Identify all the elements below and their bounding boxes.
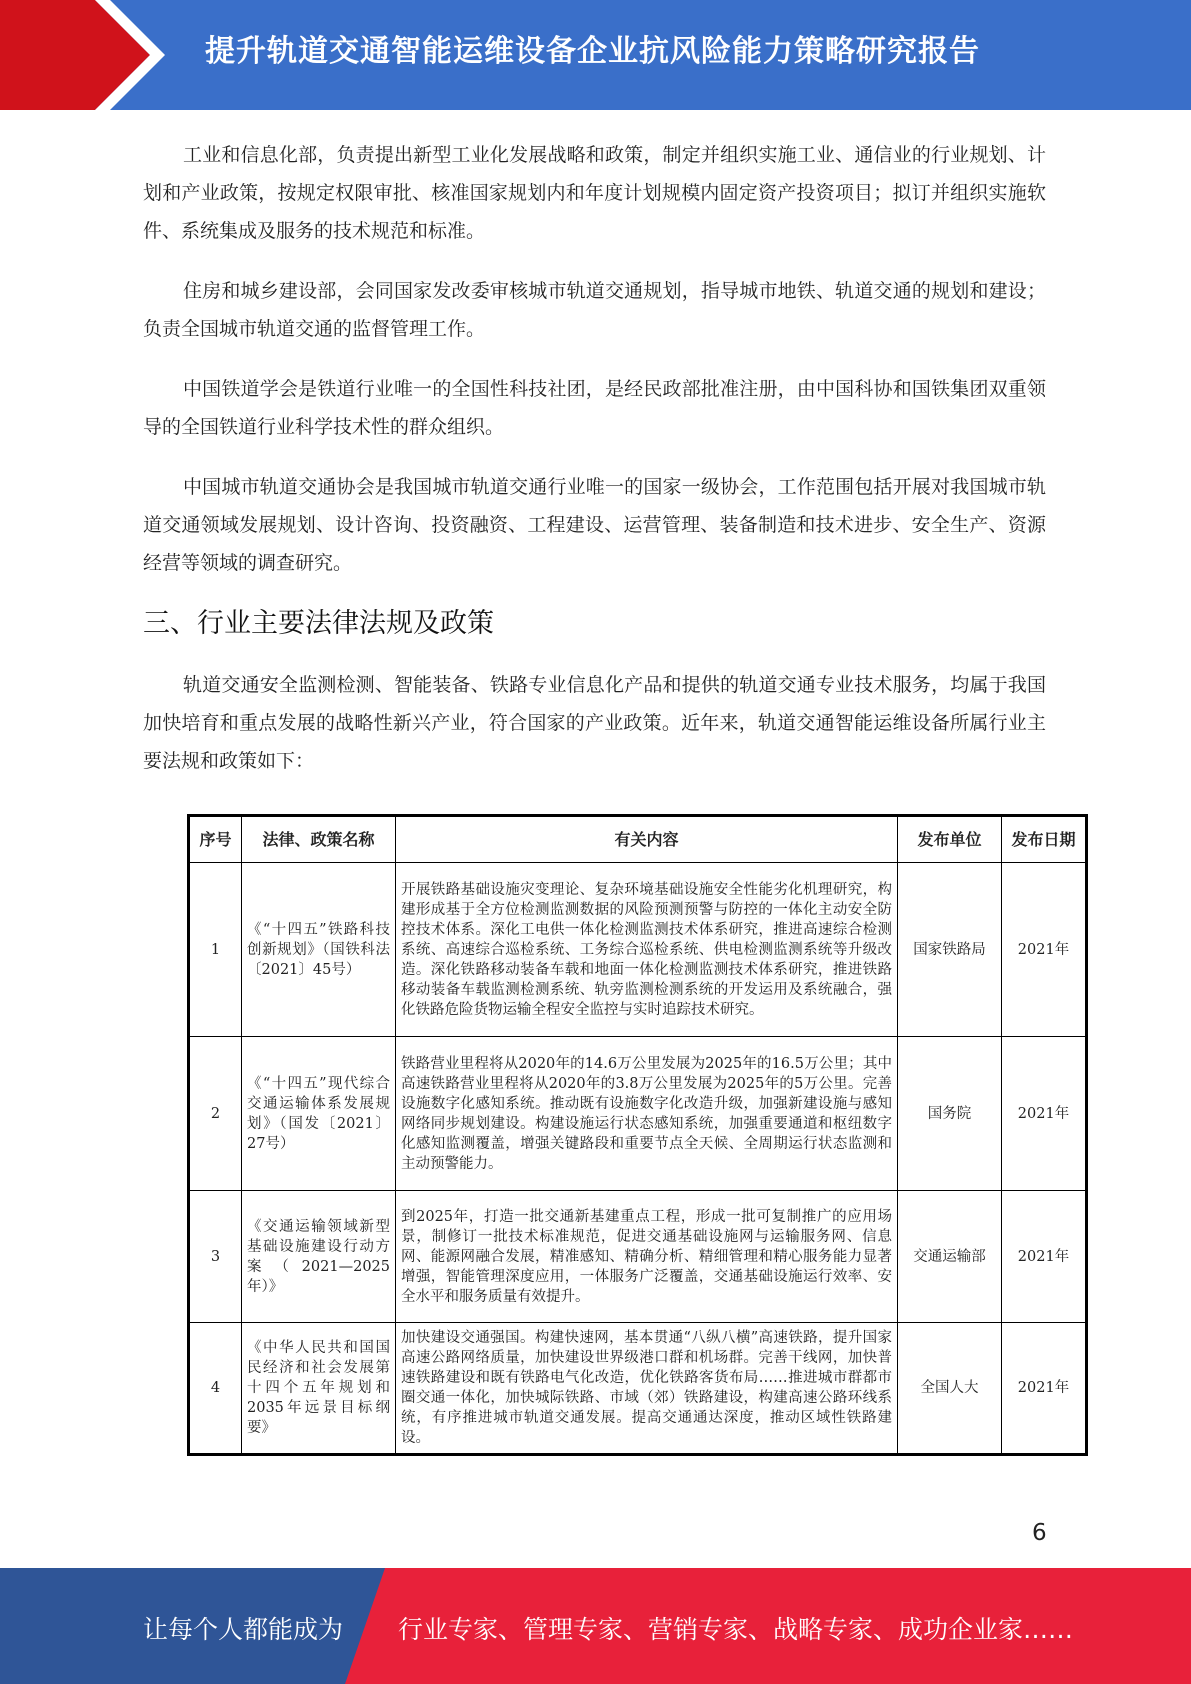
- main-content: [143, 136, 1046, 802]
- row-content: 开展铁路基础设施灾变理论、复杂环境基础设施安全性能劣化机理研究，构建形成基于全方位检测监测数据的风险预测预警与防控的一体化主动安全防控技术体系。深化工电供一体化检测监测技术体系研究，推进高速综合检测系统、高速综合巡检系统、工务综合巡检系统、供电检测监测系统等升级改造。深化铁路移动装备车载和地面一体化检测监测技术体系研究，推进铁路移动装备车载监测检测系统、轨旁监测检测系统的开发运用及系统融合，强化铁路危险货物运输全程安全监控与实时追踪技术研究。: [396, 863, 898, 1037]
- row-date: 2021年: [1002, 863, 1087, 1037]
- header-date: 发布日期: [1002, 816, 1087, 863]
- table-row: [189, 1191, 1087, 1323]
- row-content: 到2025年，打造一批交通新基建重点工程，形成一批可复制推广的应用场景，制修订一批技术标准规范，促进交通基础设施网与运输服务网、信息网、能源网融合发展，精准感知、精确分析、精细管理和精心服务能力显著增强，智能管理深度应用，一体服务广泛覆盖，交通基础设施运行效率、安全水平和服务质量有效提升。: [396, 1191, 898, 1323]
- row-issuer: 国家铁路局: [898, 863, 1002, 1037]
- paragraph-urban-rail-association: 中国城市轨道交通协会是我国城市轨道交通行业唯一的国家一级协会，工作范围包括开展对我国城市轨道交通领域发展规划、设计咨询、投资融资、工程建设、运营管理、装备制造和技术进步、安全生产、资源经营等领域的调查研究。: [143, 476, 1046, 574]
- footer-slogan-right: 行业专家、管理专家、营销专家、战略专家、成功企业家……: [398, 1615, 1074, 1644]
- row-content: 铁路营业里程将从2020年的14.6万公里发展为2025年的16.5万公里；其中高速铁路营业里程将从2020年的3.8万公里发展为2025年的5万公里。完善设施数字化感知系统。推动既有设施数字化改造升级，加强新建设施与感知网络同步规划建设。构建设施运行状态感知系统，加强重要通道和枢纽数字化感知监测覆盖，增强关键路段和重要节点全天候、全周期运行状态监测和主动预警能力。: [396, 1037, 898, 1191]
- row-no: 1: [189, 863, 242, 1037]
- table-row: [189, 1323, 1087, 1455]
- header-banner: [0, 0, 1191, 110]
- row-no: 4: [189, 1323, 242, 1455]
- row-no: 2: [189, 1037, 242, 1191]
- section-title: 三、行业主要法律法规及政策: [143, 608, 494, 639]
- header-name: 法律、政策名称: [242, 816, 396, 863]
- footer-slogan-left: 让每个人都能成为: [143, 1615, 344, 1644]
- header-no: 序号: [189, 816, 242, 863]
- row-issuer: 国务院: [898, 1037, 1002, 1191]
- row-name: 《“十四五”铁路科技创新规划》（国铁科法〔2021〕45号）: [242, 863, 396, 1037]
- table-header-row: [189, 816, 1087, 863]
- row-issuer: 交通运输部: [898, 1191, 1002, 1323]
- section-intro: 轨道交通安全监测检测、智能装备、铁路专业信息化产品和提供的轨道交通专业技术服务，均属于我国加快培育和重点发展的战略性新兴产业，符合国家的产业政策。近年来，轨道交通智能运维设备所属行业主要法规和政策如下：: [143, 674, 1046, 772]
- row-issuer: 全国人大: [898, 1323, 1002, 1455]
- policy-table: [187, 814, 1088, 1456]
- row-date: 2021年: [1002, 1037, 1087, 1191]
- row-content: 加快建设交通强国。构建快速网，基本贯通“八纵八横”高速铁路，提升国家高速公路网络质量，加快建设世界级港口群和机场群。完善干线网，加快普速铁路建设和既有铁路电气化改造，优化铁路客货布局……推进城市群都市圈交通一体化，加快城际铁路、市域（郊）铁路建设，构建高速公路环线系统，有序推进城市轨道交通发展。提高交通通达深度，推动区域性铁路建设。: [396, 1323, 898, 1455]
- paragraph-miit: 工业和信息化部，负责提出新型工业化发展战略和政策，制定并组织实施工业、通信业的行业规划、计划和产业政策，按规定权限审批、核准国家规划内和年度计划规模内固定资产投资项目；拟订并组织实施软件、系统集成及服务的技术规范和标准。: [143, 144, 1046, 242]
- paragraph-mohurd: 住房和城乡建设部，会同国家发改委审核城市轨道交通规划，指导城市地铁、轨道交通的规划和建设；负责全国城市轨道交通的监督管理工作。: [143, 280, 1046, 340]
- policy-table-wrapper: [187, 814, 1085, 1456]
- page-number: 6: [1032, 1520, 1047, 1546]
- row-no: 3: [189, 1191, 242, 1323]
- header-content: 有关内容: [396, 816, 898, 863]
- footer-banner: [0, 1568, 1191, 1684]
- header-issuer: 发布单位: [898, 816, 1002, 863]
- row-name: 《交通运输领域新型基础设施建设行动方案（2021—2025年）》: [242, 1191, 396, 1323]
- row-date: 2021年: [1002, 1323, 1087, 1455]
- header-title: 提升轨道交通智能运维设备企业抗风险能力策略研究报告: [205, 34, 980, 69]
- row-name: 《“十四五”现代综合交通运输体系发展规划》（国发〔2021〕27号）: [242, 1037, 396, 1191]
- row-date: 2021年: [1002, 1191, 1087, 1323]
- row-name: 《中华人民共和国国民经济和社会发展第十四个五年规划和2035年远景目标纲要》: [242, 1323, 396, 1455]
- table-row: [189, 1037, 1087, 1191]
- paragraph-railway-society: 中国铁道学会是铁道行业唯一的全国性科技社团，是经民政部批准注册，由中国科协和国铁集团双重领导的全国铁道行业科学技术性的群众组织。: [143, 378, 1046, 438]
- table-row: [189, 863, 1087, 1037]
